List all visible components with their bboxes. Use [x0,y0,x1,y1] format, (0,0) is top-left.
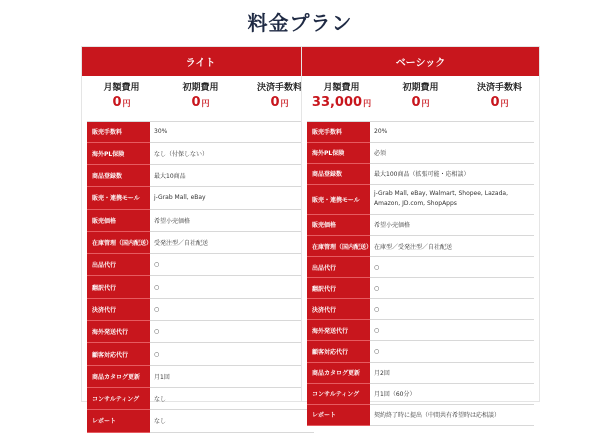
row-value: ○ [154,350,160,358]
fee-label: 月額費用 [323,83,360,93]
row-value: ○ [154,283,160,291]
row-label: 販売・連携モール [87,187,150,209]
page-title: 料金プラン [247,11,353,35]
table-row [87,165,314,187]
table-row [87,232,314,254]
row-label: レポート [87,410,150,432]
table-row [307,185,534,215]
fee-unit: 円 [500,99,509,108]
fee-amount: 0 [411,95,421,110]
table-row [87,187,314,209]
row-value: ○ [374,305,380,313]
table-row [87,254,314,276]
row-value: ○ [154,261,160,269]
fee-value [460,94,539,113]
table-row [307,341,534,362]
table-row [307,164,534,185]
fee-amount: 0 [490,95,500,110]
fee-initial [161,82,240,115]
fee-value [161,94,240,113]
table-row [307,236,534,257]
fee-unit: 円 [421,99,430,108]
row-label: 商品カタログ更新 [307,363,370,384]
row-label: 海外PL保険 [87,143,150,165]
fee-unit: 円 [122,99,131,108]
fee-amount: 0 [191,95,201,110]
fee-label: 初期費用 [182,83,219,93]
row-label: 販売手数料 [307,122,370,143]
row-label: 商品登録数 [87,165,150,187]
fee-payment [460,82,539,115]
row-label: レポート [307,405,370,426]
row-value: 月1回（60分） [374,391,416,399]
row-value: 20% [374,128,388,136]
table-row [87,122,314,143]
row-value: 最大100商品（拡張可能・応相談） [374,171,470,179]
row-label: 海外PL保険 [307,143,370,164]
fee-label: 決済手数料 [256,83,302,93]
row-label: 出品代行 [87,254,150,276]
table-row [307,363,534,384]
row-label: 顧客対応代行 [307,341,370,362]
plan-header: ベーシック [302,47,539,76]
row-label: 決済代行 [87,299,150,321]
row-label: 販売手数料 [87,122,150,143]
row-value: なし（付保しない） [154,150,209,158]
table-row [87,343,314,365]
feature-table [307,121,534,426]
row-value: ○ [374,326,380,334]
fee-label: 月額費用 [103,83,140,93]
table-row [307,122,534,143]
row-label: 顧客対応代行 [87,343,150,365]
row-value: 月2回 [374,370,390,378]
row-value: 月1回 [154,373,170,381]
row-label: 決済代行 [307,299,370,320]
row-label: 在庫管理（国内配送） [307,236,370,257]
table-row [307,299,534,320]
row-label: 商品登録数 [307,164,370,185]
row-label: 販売・連携モール [307,185,370,215]
row-value: 契約終了時に提出（中間共有希望時は応相談） [374,412,501,420]
table-row [307,384,534,405]
fee-monthly [82,82,161,115]
table-row [307,215,534,236]
row-value: j-Grab Mall, eBay, Walmart, Shopee, Lazada, Amazon, JD.com, ShopApps [374,190,508,208]
plan-header: ライト [82,47,319,76]
row-label: 販売価格 [87,210,150,232]
fee-amount: 0 [270,95,280,110]
row-value: 必須 [374,150,387,158]
row-label: 商品カタログ更新 [87,366,150,388]
row-value: 希望小売価格 [374,222,411,230]
table-row [87,143,314,165]
table-row [87,276,314,298]
plan-card-lite [82,47,319,426]
plan-card-basic [302,47,539,420]
table-row [307,278,534,299]
row-label: 海外発送代行 [87,321,150,343]
row-value: ○ [374,284,380,292]
row-value: 30% [154,128,168,136]
row-label: 海外発送代行 [307,320,370,341]
table-row [87,388,314,410]
fee-initial [381,82,460,115]
table-row [307,405,534,426]
table-row [307,320,534,341]
row-value: 在庫型／受発注型／自社配送 [374,243,453,251]
table-row [87,366,314,388]
row-label: コンサルティング [307,384,370,405]
feature-table [87,121,314,433]
row-value: 希望小売価格 [154,217,191,225]
fee-label: 決済手数料 [476,83,522,93]
table-row [87,410,314,432]
table-row [307,143,534,164]
row-label: 翻訳代行 [307,278,370,299]
row-value: なし [154,396,167,404]
fee-value [381,94,460,113]
row-value: なし [154,418,167,426]
fee-value [302,94,381,113]
fee-summary [302,82,539,115]
row-label: 在庫管理（国内配送） [87,232,150,254]
row-value: 最大10商品 [154,173,186,181]
row-value: ○ [154,305,160,313]
row-value: ○ [154,328,160,336]
fee-unit: 円 [201,99,210,108]
fee-unit: 円 [363,99,372,108]
row-label: 販売価格 [307,215,370,236]
fee-amount: 0 [112,95,122,110]
table-row [87,321,314,343]
row-value: ○ [374,263,380,271]
row-value: j-Grab Mall, eBay [154,194,206,202]
fee-label: 初期費用 [402,83,439,93]
table-row [307,257,534,278]
table-row [87,210,314,232]
row-value: 受発注型／自社配送 [154,240,209,248]
table-row [87,299,314,321]
fee-monthly [302,82,381,115]
row-value: ○ [374,347,380,355]
fee-summary [82,82,319,115]
fee-value [82,94,161,113]
row-label: 翻訳代行 [87,276,150,298]
row-label: 出品代行 [307,257,370,278]
row-label: コンサルティング [87,388,150,410]
fee-unit: 円 [280,99,289,108]
fee-amount: 33,000 [311,95,363,110]
